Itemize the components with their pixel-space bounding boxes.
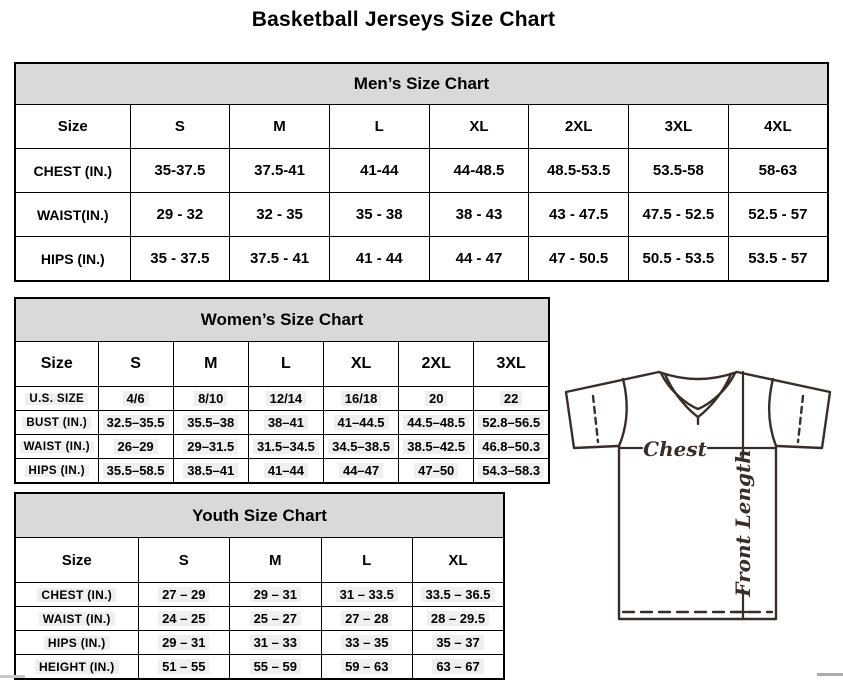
value-cell xyxy=(248,411,323,435)
value-cell: 47.5 - 52.5 xyxy=(629,193,729,237)
row-label-cell: CHEST (IN.) xyxy=(15,149,130,193)
column-header: 2XL xyxy=(399,342,474,387)
table-row xyxy=(15,607,504,631)
jersey-right-armhole-seam xyxy=(769,379,776,446)
cell-text: 55 – 59 xyxy=(250,659,301,674)
value-cell: 50.5 - 53.5 xyxy=(629,237,729,282)
cell-text: 20 xyxy=(425,391,447,406)
value-cell: 41-44 xyxy=(329,149,429,193)
value-cell xyxy=(98,459,173,484)
cell-text: 35 – 37 xyxy=(432,635,483,650)
cell-text: WAIST (IN.) xyxy=(20,441,94,453)
table-row xyxy=(15,459,549,484)
value-cell xyxy=(474,435,549,459)
row-label-cell xyxy=(15,387,98,411)
cell-text: 35.5–58.5 xyxy=(103,463,169,478)
table-title-row xyxy=(15,63,828,105)
value-cell: 32 - 35 xyxy=(230,193,330,237)
table-title-row xyxy=(15,493,504,538)
value-cell: 35 - 38 xyxy=(329,193,429,237)
cell-text: 31.5–34.5 xyxy=(253,439,319,454)
table-row xyxy=(15,435,549,459)
column-header: Size xyxy=(15,105,130,149)
value-cell xyxy=(321,583,413,607)
jersey-left-cuff-dashes xyxy=(593,396,598,442)
value-cell xyxy=(173,387,248,411)
value-cell xyxy=(413,607,505,631)
value-cell xyxy=(323,387,398,411)
cell-text: 34.5–38.5 xyxy=(328,439,394,454)
cell-text: 4/6 xyxy=(123,391,149,406)
value-cell xyxy=(248,459,323,484)
row-label-cell xyxy=(15,435,98,459)
value-cell xyxy=(230,583,322,607)
value-cell xyxy=(98,411,173,435)
column-header: L xyxy=(248,342,323,387)
chest-label: Chest xyxy=(643,437,707,461)
table-title: Youth Size Chart xyxy=(15,493,504,538)
value-cell xyxy=(413,655,505,680)
cell-text: 27 – 28 xyxy=(341,611,392,626)
column-header: M xyxy=(230,105,330,149)
value-cell xyxy=(474,459,549,484)
row-label-cell xyxy=(15,655,138,680)
value-cell xyxy=(173,459,248,484)
value-cell: 44 - 47 xyxy=(429,237,529,282)
value-cell: 44-48.5 xyxy=(429,149,529,193)
value-cell xyxy=(321,607,413,631)
value-cell xyxy=(138,583,230,607)
cell-text: 25 – 27 xyxy=(250,611,301,626)
value-cell: 47 - 50.5 xyxy=(529,237,629,282)
cell-text: 38.5–42.5 xyxy=(403,439,469,454)
column-header: XL xyxy=(413,538,505,583)
mens-size-chart-table xyxy=(14,62,829,282)
horizontal-scrollbar-right-fragment[interactable] xyxy=(817,673,843,676)
cell-text: BUST (IN.) xyxy=(22,417,91,429)
value-cell xyxy=(248,387,323,411)
cell-text: 41–44 xyxy=(264,463,308,478)
youth-size-chart-table xyxy=(14,492,505,680)
value-cell: 29 - 32 xyxy=(130,193,230,237)
value-cell: 35-37.5 xyxy=(130,149,230,193)
cell-text: HIPS (IN.) xyxy=(44,636,110,650)
value-cell xyxy=(323,411,398,435)
value-cell xyxy=(321,655,413,680)
table-row xyxy=(15,411,549,435)
column-header: M xyxy=(230,538,322,583)
cell-text: 52.8–56.5 xyxy=(478,415,544,430)
value-cell xyxy=(399,411,474,435)
cell-text: 33.5 – 36.5 xyxy=(421,587,494,602)
cell-text: 16/18 xyxy=(341,391,382,406)
value-cell: 58-63 xyxy=(728,149,828,193)
jersey-right-cuff-dashes xyxy=(798,396,803,442)
cell-text: 22 xyxy=(500,391,522,406)
value-cell xyxy=(399,387,474,411)
value-cell xyxy=(474,411,549,435)
table-row xyxy=(15,583,504,607)
table-title: Women’s Size Chart xyxy=(15,298,549,342)
column-header: Size xyxy=(15,342,98,387)
value-cell xyxy=(323,435,398,459)
column-header: S xyxy=(138,538,230,583)
value-cell: 53.5-58 xyxy=(629,149,729,193)
cell-text: 54.3–58.3 xyxy=(478,463,544,478)
value-cell: 37.5-41 xyxy=(230,149,330,193)
column-header: XL xyxy=(323,342,398,387)
table-row xyxy=(15,655,504,680)
column-header-row xyxy=(15,538,504,583)
cell-text: 38–41 xyxy=(264,415,308,430)
column-header: 3XL xyxy=(474,342,549,387)
value-cell xyxy=(230,631,322,655)
cell-text: 46.8–50.3 xyxy=(478,439,544,454)
value-cell xyxy=(173,435,248,459)
jersey-measurement-diagram xyxy=(556,360,843,660)
value-cell xyxy=(230,655,322,680)
cell-text: 8/10 xyxy=(194,391,227,406)
jersey-vneck xyxy=(665,374,731,417)
cell-text: 32.5–35.5 xyxy=(103,415,169,430)
cell-text: 31 – 33.5 xyxy=(336,587,398,602)
column-header-row xyxy=(15,105,828,149)
cell-text: 59 – 63 xyxy=(341,659,392,674)
value-cell xyxy=(474,387,549,411)
table-row xyxy=(15,237,828,282)
jersey-back-neck xyxy=(659,372,737,379)
value-cell xyxy=(399,435,474,459)
table-title: Men’s Size Chart xyxy=(15,63,828,105)
cell-text: 47–50 xyxy=(414,463,458,478)
value-cell xyxy=(413,631,505,655)
value-cell xyxy=(248,435,323,459)
cell-text: CHEST (IN.) xyxy=(37,588,116,602)
column-header: 4XL xyxy=(728,105,828,149)
cell-text: 33 – 35 xyxy=(341,635,392,650)
value-cell: 43 - 47.5 xyxy=(529,193,629,237)
cell-text: 29–31.5 xyxy=(183,439,238,454)
value-cell xyxy=(399,459,474,484)
value-cell: 37.5 - 41 xyxy=(230,237,330,282)
cell-text: 51 – 55 xyxy=(158,659,209,674)
value-cell xyxy=(98,387,173,411)
column-header: Size xyxy=(15,538,138,583)
column-header: 2XL xyxy=(529,105,629,149)
cell-text: 29 – 31 xyxy=(158,635,209,650)
cell-text: 27 – 29 xyxy=(158,587,209,602)
row-label-cell xyxy=(15,459,98,484)
cell-text: HEIGHT (IN.) xyxy=(35,660,119,674)
jersey-right-sleeve xyxy=(737,372,830,448)
horizontal-scrollbar-left-fragment[interactable] xyxy=(0,675,25,678)
cell-text: 35.5–38 xyxy=(183,415,238,430)
value-cell xyxy=(323,459,398,484)
value-cell xyxy=(138,631,230,655)
value-cell xyxy=(98,435,173,459)
value-cell xyxy=(138,607,230,631)
cell-text: 12/14 xyxy=(266,391,307,406)
table-row xyxy=(15,387,549,411)
column-header: M xyxy=(173,342,248,387)
value-cell: 38 - 43 xyxy=(429,193,529,237)
cell-text: 44–47 xyxy=(339,463,383,478)
jersey-outline-icon xyxy=(556,360,843,660)
cell-text: 26–29 xyxy=(114,439,158,454)
cell-text: U.S. SIZE xyxy=(25,393,88,405)
cell-text: 44.5–48.5 xyxy=(403,415,469,430)
cell-text: HIPS (IN.) xyxy=(25,465,89,477)
value-cell xyxy=(173,411,248,435)
jersey-left-armhole-seam xyxy=(619,379,627,446)
row-label-cell xyxy=(15,411,98,435)
table-row xyxy=(15,149,828,193)
row-label-cell xyxy=(15,583,138,607)
value-cell: 48.5-53.5 xyxy=(529,149,629,193)
cell-text: 24 – 25 xyxy=(158,611,209,626)
cell-text: 41–44.5 xyxy=(334,415,389,430)
value-cell xyxy=(321,631,413,655)
value-cell: 53.5 - 57 xyxy=(728,237,828,282)
cell-text: 28 – 29.5 xyxy=(427,611,489,626)
table-row xyxy=(15,193,828,237)
column-header-row xyxy=(15,342,549,387)
cell-text: 38.5–41 xyxy=(183,463,238,478)
column-header: 3XL xyxy=(629,105,729,149)
value-cell xyxy=(138,655,230,680)
value-cell: 35 - 37.5 xyxy=(130,237,230,282)
value-cell xyxy=(230,607,322,631)
value-cell: 41 - 44 xyxy=(329,237,429,282)
front-length-label: Front Length xyxy=(731,449,755,597)
column-header: L xyxy=(321,538,413,583)
row-label-cell: WAIST(IN.) xyxy=(15,193,130,237)
column-header: S xyxy=(130,105,230,149)
cell-text: WAIST (IN.) xyxy=(39,612,115,626)
value-cell xyxy=(413,583,505,607)
row-label-cell xyxy=(15,607,138,631)
column-header: L xyxy=(329,105,429,149)
row-label-cell xyxy=(15,631,138,655)
cell-text: 31 – 33 xyxy=(250,635,301,650)
womens-size-chart-table xyxy=(14,297,550,484)
table-row xyxy=(15,631,504,655)
value-cell: 52.5 - 57 xyxy=(728,193,828,237)
row-label-cell: HIPS (IN.) xyxy=(15,237,130,282)
column-header: XL xyxy=(429,105,529,149)
column-header: S xyxy=(98,342,173,387)
table-title-row xyxy=(15,298,549,342)
page-title: Basketball Jerseys Size Chart xyxy=(251,8,556,31)
cell-text: 29 – 31 xyxy=(250,587,301,602)
cell-text: 63 – 67 xyxy=(432,659,483,674)
